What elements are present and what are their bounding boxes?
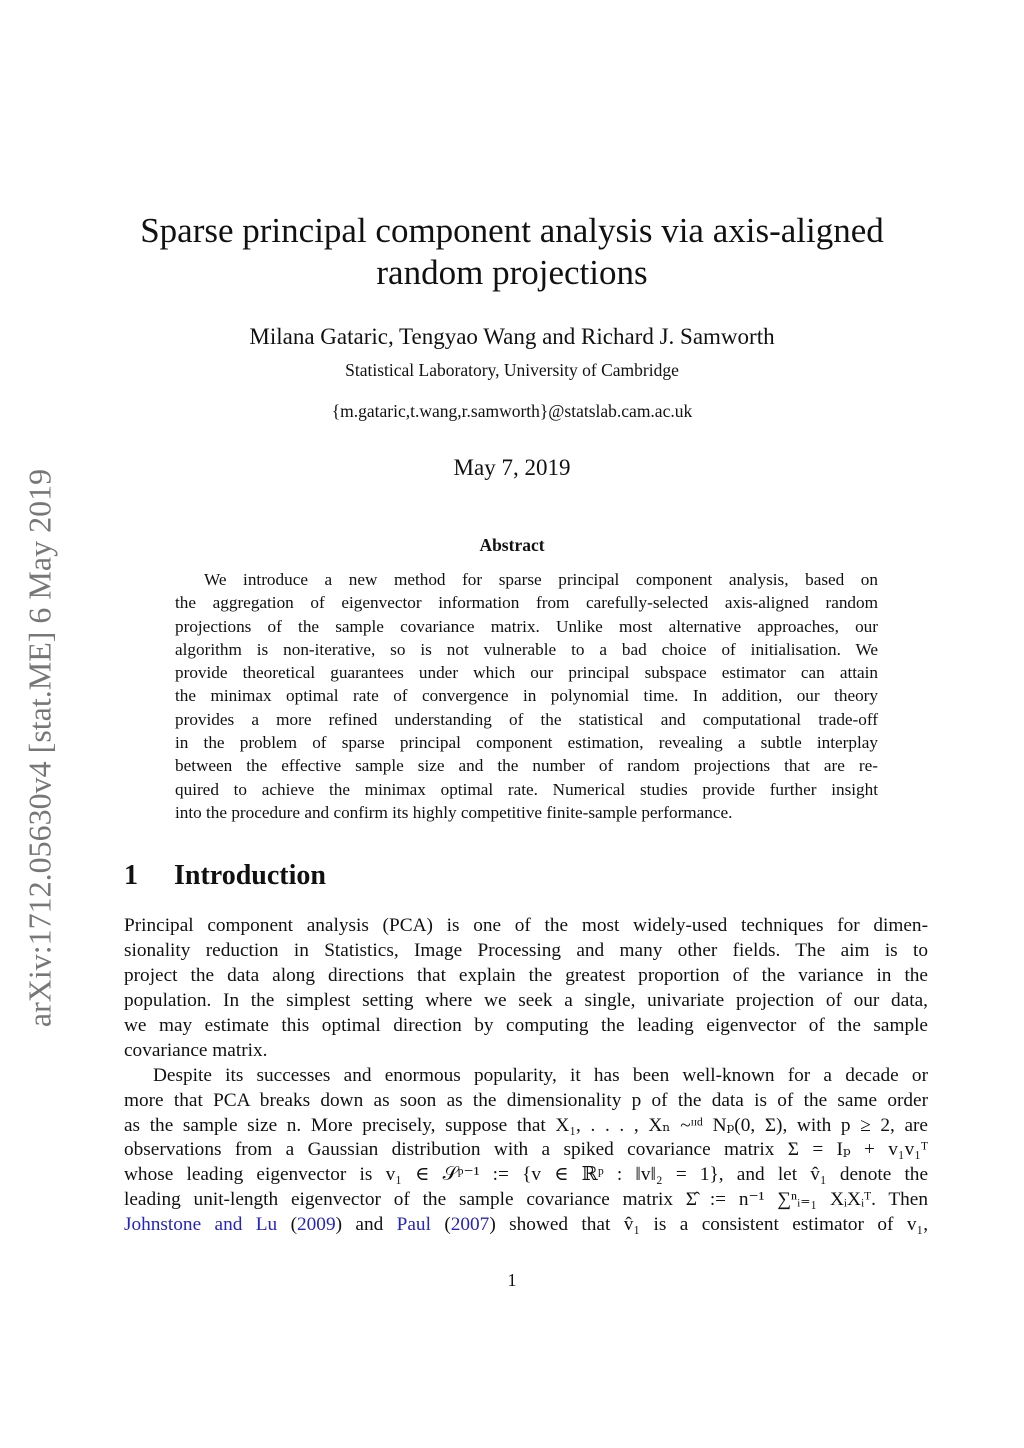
date: May 7, 2019 [453, 455, 571, 480]
authors: Milana Gataric, Tengyao Wang and Richard J. Samworth [249, 324, 775, 349]
text: ) showed that v̂₁ is a consistent estimator of v₁, [489, 1214, 928, 1236]
abstract-body [175, 568, 878, 824]
section-heading [124, 860, 326, 892]
text-line: leading unit-length eigenvector of the sample covariance matrix Σ̂ := n⁻¹ ∑ⁿᵢ₌₁ XᵢXᵢᵀ. Then [124, 1189, 928, 1211]
text-line: provides a more refined understanding of the statistical and computational trade-off [175, 709, 878, 729]
text-line: we may estimate this optimal direction by computing the leading eigenvector of the sample [124, 1014, 928, 1036]
section-number: 1 [124, 860, 138, 891]
text-line: Despite its successes and enormous popularity, it has been well-known for a decade or [153, 1064, 928, 1086]
text-line: observations from a Gaussian distribution with a spiked covariance matrix Σ = Iₚ + v₁v₁ᵀ [124, 1139, 928, 1161]
text-line: Principal component analysis (PCA) is one of the most widely-used techniques for dimen- [124, 915, 928, 936]
affiliation: Statistical Laboratory, University of Cambridge [345, 360, 679, 380]
text-line: more that PCA breaks down as soon as the dimensionality p of the data is of the same order [124, 1089, 928, 1111]
title-line: Sparse principal component analysis via axis-aligned [140, 211, 884, 250]
citation-johnstone-lu[interactable]: Johnstone and Lu [124, 1214, 278, 1236]
text: ( [430, 1214, 451, 1236]
paper-title [0, 210, 1024, 294]
introduction-body [124, 914, 928, 1238]
text-line: population. In the simplest setting where we seek a single, univariate projection of our data, [124, 989, 928, 1011]
text-line: sionality reduction in Statistics, Image Processing and many other fields. The aim is to [124, 939, 928, 961]
title-line: random projections [376, 253, 648, 292]
citation-year-2009[interactable]: 2009 [297, 1214, 336, 1236]
text-line: as the sample size n. More precisely, suppose that X₁, . . . , Xₙ ~ᶦᶦᵈ Nₚ(0, Σ), with p ≥ 2, are [124, 1114, 928, 1136]
text-line: into the procedure and confirm its highly competitive finite-sample performance. [175, 802, 733, 822]
text-line: covariance matrix. [124, 1039, 268, 1061]
text-line: projections of the sample covariance matrix. Unlike most alternative approaches, our [175, 616, 878, 636]
citation-year-2007[interactable]: 2007 [450, 1214, 490, 1236]
text-line: whose leading eigenvector is v₁ ∈ 𝒮ᵖ⁻¹ := {v ∈ ℝᵖ : ‖v‖₂ = 1}, and let v̂₁ denote the [124, 1164, 928, 1186]
text-line: between the effective sample size and the number of random projections that are re- [175, 756, 878, 776]
text-line: project the data along directions that explain the greatest proportion of the variance in the [124, 964, 928, 986]
text-line: quired to achieve the minimax optimal rate. Numerical studies provide further insight [175, 779, 878, 799]
text: ( [277, 1214, 298, 1236]
text-line: We introduce a new method for sparse principal component analysis, based on [204, 570, 878, 589]
section-title: Introduction [174, 860, 326, 891]
page-number: 1 [507, 1270, 517, 1290]
text-line: provide theoretical guarantees under which our principal subspace estimator can attain [175, 663, 878, 683]
arxiv-identifier: arXiv:1712.05630v4 [stat.ME] 6 May 2019 [21, 468, 58, 1028]
email: {m.gataric,t.wang,r.samworth}@statslab.cam.ac.uk [331, 401, 693, 421]
abstract-heading: Abstract [479, 535, 545, 555]
text-line [124, 1213, 928, 1238]
text-line: in the problem of sparse principal component estimation, revealing a subtle interplay [175, 733, 878, 753]
citation-paul[interactable]: Paul [396, 1214, 431, 1236]
text-line: the minimax optimal rate of convergence in polynomial time. In addition, our theory [175, 686, 878, 706]
text: ) and [335, 1214, 397, 1236]
text-line: algorithm is non-iterative, so is not vulnerable to a bad choice of initialisation. We [175, 639, 878, 659]
text-line: the aggregation of eigenvector information from carefully-selected axis-aligned random [175, 593, 878, 613]
